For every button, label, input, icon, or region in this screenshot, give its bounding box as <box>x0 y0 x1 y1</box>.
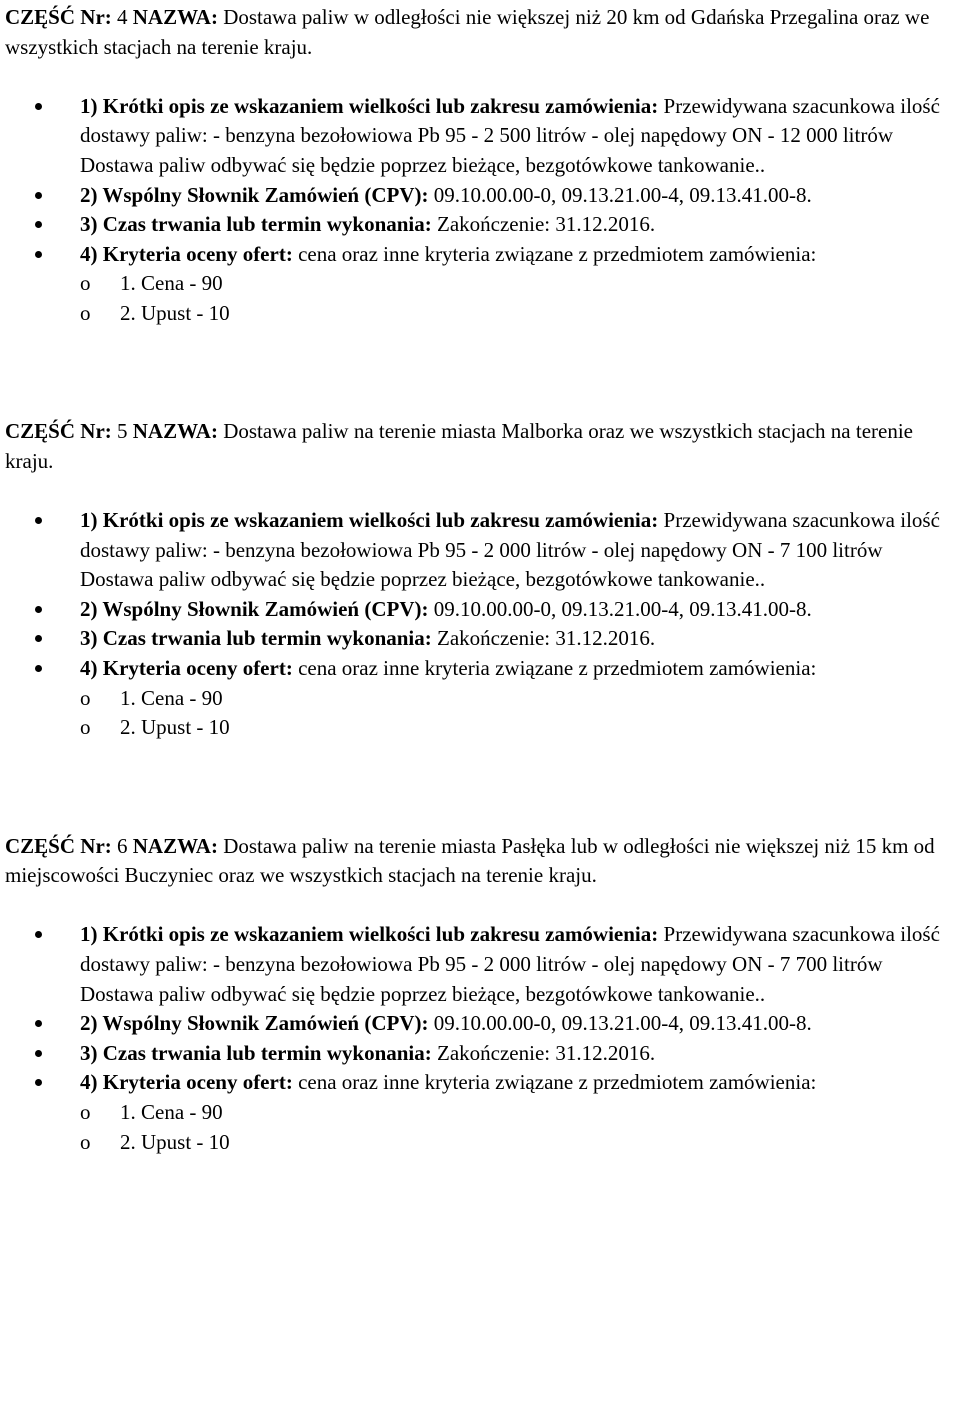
criteria-marker: o <box>80 1129 91 1154</box>
item-label: 3) Czas trwania lub termin wykonania: <box>80 1040 432 1065</box>
criteria-marker: o <box>80 1100 91 1124</box>
list-item <box>5 1039 950 1069</box>
criteria-text: 1. Cena - 90 <box>120 271 223 296</box>
spacer <box>5 477 955 507</box>
item-label: 3) Czas trwania lub termin wykonania: <box>80 212 432 237</box>
item-value: Przewidywana szacunkowa ilość dostawy paliw: - benzyna bezołowiowa Pb 95 - 2 000 litrów - olej napędowy ON - 7 700 litrów Dostawa paliw odbywać się będzie poprzez bieżące, bezgotówkowe tankowanie.. <box>80 922 940 1006</box>
name-label: NAZWA: <box>132 5 218 29</box>
item-list <box>5 506 955 743</box>
item-value: 09.10.00.00-0, 09.13.21.00-4, 09.13.41.00-8. <box>428 1011 812 1036</box>
criteria-list <box>80 684 950 743</box>
spacer <box>5 891 955 921</box>
section-gap <box>5 329 955 418</box>
section-header <box>5 417 950 476</box>
item-list <box>5 920 955 1157</box>
section-gap <box>5 743 955 832</box>
list-item <box>5 624 950 654</box>
item-label: 1) Krótki opis ze wskazaniem wielkości lub zakresu zamówienia: <box>80 93 659 118</box>
section-part-4 <box>5 3 955 417</box>
section-part-5 <box>5 417 955 831</box>
criteria-marker: o <box>80 715 91 740</box>
item-value: 09.10.00.00-0, 09.13.21.00-4, 09.13.41.00-8. <box>428 596 812 621</box>
criteria-item <box>80 299 950 329</box>
part-number: 6 <box>111 833 133 858</box>
part-name: Dostawa paliw w odległości nie większej niż 20 km od Gdańska Przegalina oraz we wszystkich stacjach na terenie kraju. <box>5 5 930 59</box>
criteria-text: 1. Cena - 90 <box>120 1100 223 1124</box>
part-label: CZĘŚĆ Nr: <box>5 833 112 858</box>
item-list <box>5 92 955 329</box>
item-value: cena oraz inne kryteria związane z przedmiotem zamówienia: <box>292 241 817 266</box>
item-value: cena oraz inne kryteria związane z przedmiotem zamówienia: <box>292 1070 817 1095</box>
criteria-text: 1. Cena - 90 <box>120 685 223 710</box>
part-name: Dostawa paliw na terenie miasta Malborka oraz we wszystkich stacjach na terenie kraju. <box>5 419 913 473</box>
part-label: CZĘŚĆ Nr: <box>5 419 112 444</box>
section-header <box>5 832 950 891</box>
criteria-text: 2. Upust - 10 <box>120 300 230 325</box>
item-label: 2) Wspólny Słownik Zamówień (CPV): <box>80 596 429 621</box>
section-part-6 <box>5 832 955 1158</box>
item-label: 4) Kryteria oceny ofert: <box>80 656 293 681</box>
criteria-marker: o <box>80 300 91 325</box>
criteria-item <box>80 713 950 743</box>
part-number: 4 <box>111 5 133 29</box>
part-name: Dostawa paliw na terenie miasta Pasłęka lub w odległości nie większej niż 15 km od miejscowości Buczyniec oraz we wszystkich stacjach na terenie kraju. <box>5 833 935 888</box>
list-item <box>5 920 950 1009</box>
list-item <box>5 210 950 240</box>
item-label: 4) Kryteria oceny ofert: <box>80 1070 293 1095</box>
section-header <box>5 3 950 62</box>
criteria-item <box>80 269 950 299</box>
item-label: 2) Wspólny Słownik Zamówień (CPV): <box>80 1011 429 1036</box>
item-value: Zakończenie: 31.12.2016. <box>431 1040 656 1065</box>
spacer <box>5 62 955 92</box>
item-label: 4) Kryteria oceny ofert: <box>80 241 293 266</box>
list-item <box>5 595 950 625</box>
criteria-item <box>80 1128 950 1158</box>
criteria-text: 2. Upust - 10 <box>120 1129 230 1154</box>
item-label: 3) Czas trwania lub termin wykonania: <box>80 626 432 651</box>
name-label: NAZWA: <box>132 833 218 858</box>
list-item <box>5 654 950 743</box>
criteria-item <box>80 1098 950 1128</box>
item-value: Przewidywana szacunkowa ilość dostawy paliw: - benzyna bezołowiowa Pb 95 - 2 500 litrów - olej napędowy ON - 12 000 litrów Dostawa paliw odbywać się będzie poprzez bieżące, bezgotówkowe tankowanie.. <box>80 93 940 177</box>
criteria-list <box>80 269 950 328</box>
criteria-marker: o <box>80 685 91 710</box>
criteria-item <box>80 684 950 714</box>
item-value: Zakończenie: 31.12.2016. <box>431 212 656 237</box>
name-label: NAZWA: <box>132 419 218 444</box>
list-item <box>5 92 950 181</box>
document-page <box>5 3 955 1157</box>
item-value: Przewidywana szacunkowa ilość dostawy paliw: - benzyna bezołowiowa Pb 95 - 2 000 litrów - olej napędowy ON - 7 100 litrów Dostawa paliw odbywać się będzie poprzez bieżące, bezgotówkowe tankowanie.. <box>80 508 940 592</box>
item-value: cena oraz inne kryteria związane z przedmiotem zamówienia: <box>292 656 817 681</box>
item-label: 1) Krótki opis ze wskazaniem wielkości lub zakresu zamówienia: <box>80 508 659 533</box>
item-label: 1) Krótki opis ze wskazaniem wielkości lub zakresu zamówienia: <box>80 922 659 947</box>
criteria-marker: o <box>80 271 91 296</box>
list-item <box>5 240 950 329</box>
item-value: Zakończenie: 31.12.2016. <box>431 626 656 651</box>
item-value: 09.10.00.00-0, 09.13.21.00-4, 09.13.41.00-8. <box>428 182 812 207</box>
criteria-list <box>80 1098 950 1157</box>
list-item <box>5 181 950 211</box>
part-label: CZĘŚĆ Nr: <box>5 5 112 29</box>
list-item <box>5 506 950 595</box>
item-label: 2) Wspólny Słownik Zamówień (CPV): <box>80 182 429 207</box>
part-number: 5 <box>111 419 133 444</box>
criteria-text: 2. Upust - 10 <box>120 715 230 740</box>
list-item <box>5 1009 950 1039</box>
list-item <box>5 1068 950 1157</box>
